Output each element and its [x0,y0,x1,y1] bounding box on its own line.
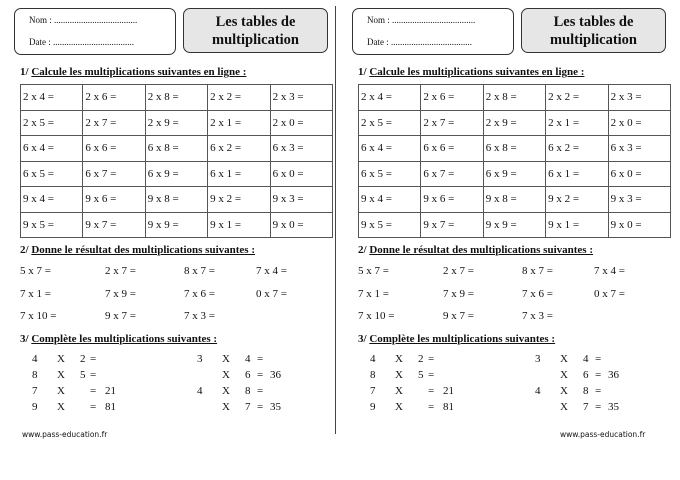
grid-cell: 2 x 8 = [483,85,545,111]
multiplication-grid [358,84,671,238]
exercise-item: 2 x 7 = [443,265,474,277]
grid-cell: 2 x 7 = [421,110,483,136]
exercise-item: 8 x 7 = [184,265,215,277]
grid-row [359,212,671,238]
fill-in-eq: = [595,369,602,381]
grid-row [359,161,671,187]
grid-cell: 2 x 5 = [359,110,421,136]
fill-in-a: 3 [535,353,541,365]
exercise-item: 7 x 9 = [443,288,474,300]
grid-row [359,85,671,111]
fill-in-op: X [222,369,230,381]
grid-row [359,110,671,136]
fill-in-op: X [57,353,65,365]
fill-in-a: 8 [370,369,376,381]
worksheet-title [183,8,328,53]
section-2-heading: 2/ Donne le résultat des multiplications suivantes : [358,244,593,256]
grid-cell: 2 x 7 = [83,110,145,136]
grid-cell: 9 x 9 = [145,212,207,238]
fill-in-b: 7 [245,401,251,413]
section-3-heading: 3/ Complète les multiplications suivantes : [20,333,218,345]
grid-cell: 9 x 3 = [270,187,332,213]
fill-in-a: 3 [197,353,203,365]
grid-cell: 2 x 0 = [270,110,332,136]
grid-cell: 6 x 5 = [21,161,83,187]
grid-cell: 2 x 4 = [359,85,421,111]
grid-cell: 6 x 1 = [546,161,608,187]
grid-cell: 2 x 5 = [21,110,83,136]
fill-in-eq: = [595,401,602,413]
fill-in-eq: = [90,401,97,413]
grid-cell: 6 x 5 = [359,161,421,187]
exercise-item: 7 x 6 = [184,288,215,300]
grid-cell: 9 x 5 = [359,212,421,238]
footer-website: www.pass-education.fr [560,430,646,439]
grid-cell: 9 x 7 = [83,212,145,238]
fill-in-eq: = [595,385,602,397]
fill-in-op: X [395,385,403,397]
fill-in-eq: = [90,353,97,365]
fill-in-eq: = [257,353,264,365]
grid-row [21,110,333,136]
grid-cell: 9 x 2 = [546,187,608,213]
grid-cell: 6 x 7 = [421,161,483,187]
section-1-heading: 1/ Calcule les multiplications suivantes en ligne : [20,66,247,78]
grid-cell: 9 x 0 = [608,212,670,238]
section-3-heading: 3/ Complète les multiplications suivantes : [358,333,556,345]
worksheet-title [521,8,666,53]
grid-cell: 2 x 3 = [608,85,670,111]
fill-in-eq: = [595,353,602,365]
fill-in-op: X [560,401,568,413]
fill-in-op: X [57,385,65,397]
exercise-item: 0 x 7 = [594,288,625,300]
fill-in-b: 4 [245,353,251,365]
grid-cell: 9 x 5 = [21,212,83,238]
title-line-2: multiplication [211,32,299,48]
grid-cell: 9 x 6 = [421,187,483,213]
grid-row [21,85,333,111]
title-line-1: Les tables de [215,14,296,30]
fill-in-r: 36 [270,369,281,381]
exercise-item: 2 x 7 = [105,265,136,277]
grid-cell: 9 x 2 = [208,187,270,213]
grid-cell: 9 x 3 = [608,187,670,213]
fill-in-op: X [222,401,230,413]
worksheet-left [0,0,330,480]
fill-in-b: 8 [245,385,251,397]
exercise-item: 7 x 9 = [105,288,136,300]
grid-cell: 6 x 0 = [270,161,332,187]
grid-cell: 6 x 8 = [145,136,207,162]
fill-in-eq: = [428,353,435,365]
exercise-item: 5 x 7 = [20,265,51,277]
section-1-heading: 1/ Calcule les multiplications suivantes en ligne : [358,66,585,78]
fill-in-r: 21 [443,385,454,397]
grid-cell: 6 x 6 = [421,136,483,162]
grid-cell: 2 x 9 = [145,110,207,136]
exercise-item: 7 x 4 = [594,265,625,277]
fill-in-op: X [57,401,65,413]
fill-in-r: 81 [443,401,454,413]
grid-cell: 6 x 2 = [208,136,270,162]
fill-in-r: 35 [608,401,619,413]
fill-in-r: 36 [608,369,619,381]
footer-website: www.pass-education.fr [22,430,108,439]
fill-in-eq: = [428,369,435,381]
fill-in-a: 4 [370,353,376,365]
fill-in-eq: = [257,401,264,413]
date-label: Date : .................................... [367,37,472,47]
grid-cell: 9 x 8 = [145,187,207,213]
title-line-1: Les tables de [553,14,634,30]
fill-in-op: X [222,385,230,397]
worksheet-right [338,0,668,480]
fill-in-op: X [395,353,403,365]
fill-in-op: X [560,353,568,365]
fill-in-eq: = [257,369,264,381]
grid-row [21,212,333,238]
grid-row [359,187,671,213]
exercise-item: 8 x 7 = [522,265,553,277]
grid-cell: 2 x 6 = [421,85,483,111]
exercise-item: 7 x 10 = [20,310,57,322]
fill-in-a: 4 [32,353,38,365]
nom-label: Nom : ..................................... [367,15,476,25]
fill-in-eq: = [90,385,97,397]
grid-cell: 6 x 3 = [608,136,670,162]
fill-in-r: 81 [105,401,116,413]
fill-in-op: X [560,385,568,397]
exercise-item: 7 x 10 = [358,310,395,322]
fill-in-b: 6 [583,369,589,381]
grid-cell: 2 x 6 = [83,85,145,111]
grid-cell: 6 x 6 = [83,136,145,162]
fill-in-r: 21 [105,385,116,397]
grid-cell: 9 x 1 = [546,212,608,238]
grid-cell: 2 x 4 = [21,85,83,111]
exercise-item: 0 x 7 = [256,288,287,300]
grid-cell: 9 x 4 = [359,187,421,213]
fill-in-eq: = [428,401,435,413]
grid-row [21,136,333,162]
fill-in-b: 4 [583,353,589,365]
name-date-box [352,8,514,55]
name-date-box [14,8,176,55]
grid-cell: 6 x 8 = [483,136,545,162]
grid-cell: 6 x 0 = [608,161,670,187]
fill-in-a: 4 [197,385,203,397]
grid-cell: 2 x 2 = [208,85,270,111]
fill-in-eq: = [90,369,97,381]
fill-in-op: X [395,401,403,413]
grid-cell: 6 x 1 = [208,161,270,187]
fill-in-a: 7 [32,385,38,397]
exercise-item: 7 x 3 = [184,310,215,322]
grid-cell: 9 x 7 = [421,212,483,238]
fill-in-b: 8 [583,385,589,397]
grid-cell: 9 x 8 = [483,187,545,213]
grid-cell: 2 x 1 = [208,110,270,136]
title-line-2: multiplication [549,32,637,48]
page-divider [335,6,336,434]
section-2-heading: 2/ Donne le résultat des multiplications suivantes : [20,244,255,256]
fill-in-r: 35 [270,401,281,413]
grid-cell: 6 x 3 = [270,136,332,162]
fill-in-op: X [395,369,403,381]
grid-cell: 9 x 9 = [483,212,545,238]
fill-in-a: 9 [32,401,38,413]
exercise-item: 7 x 1 = [358,288,389,300]
grid-cell: 2 x 0 = [608,110,670,136]
grid-cell: 9 x 4 = [21,187,83,213]
grid-cell: 9 x 0 = [270,212,332,238]
grid-cell: 6 x 7 = [83,161,145,187]
fill-in-b: 5 [418,369,424,381]
grid-row [359,136,671,162]
fill-in-b: 5 [80,369,86,381]
fill-in-eq: = [257,385,264,397]
multiplication-grid [20,84,333,238]
exercise-item: 7 x 1 = [20,288,51,300]
fill-in-a: 4 [535,385,541,397]
fill-in-b: 2 [80,353,86,365]
fill-in-op: X [57,369,65,381]
fill-in-b: 7 [583,401,589,413]
exercise-item: 7 x 4 = [256,265,287,277]
grid-cell: 2 x 1 = [546,110,608,136]
grid-row [21,187,333,213]
fill-in-eq: = [428,385,435,397]
fill-in-a: 9 [370,401,376,413]
exercise-item: 9 x 7 = [443,310,474,322]
grid-cell: 6 x 2 = [546,136,608,162]
fill-in-a: 7 [370,385,376,397]
grid-cell: 9 x 1 = [208,212,270,238]
grid-cell: 9 x 6 = [83,187,145,213]
exercise-item: 7 x 3 = [522,310,553,322]
exercise-item: 9 x 7 = [105,310,136,322]
grid-cell: 2 x 2 = [546,85,608,111]
grid-row [21,161,333,187]
grid-cell: 6 x 4 = [21,136,83,162]
date-label: Date : .................................... [29,37,134,47]
grid-cell: 6 x 4 = [359,136,421,162]
grid-cell: 2 x 9 = [483,110,545,136]
fill-in-b: 6 [245,369,251,381]
grid-cell: 2 x 3 = [270,85,332,111]
fill-in-a: 8 [32,369,38,381]
grid-cell: 6 x 9 = [145,161,207,187]
fill-in-b: 2 [418,353,424,365]
grid-cell: 6 x 9 = [483,161,545,187]
exercise-item: 5 x 7 = [358,265,389,277]
exercise-item: 7 x 6 = [522,288,553,300]
fill-in-op: X [222,353,230,365]
nom-label: Nom : ..................................... [29,15,138,25]
grid-cell: 2 x 8 = [145,85,207,111]
fill-in-op: X [560,369,568,381]
